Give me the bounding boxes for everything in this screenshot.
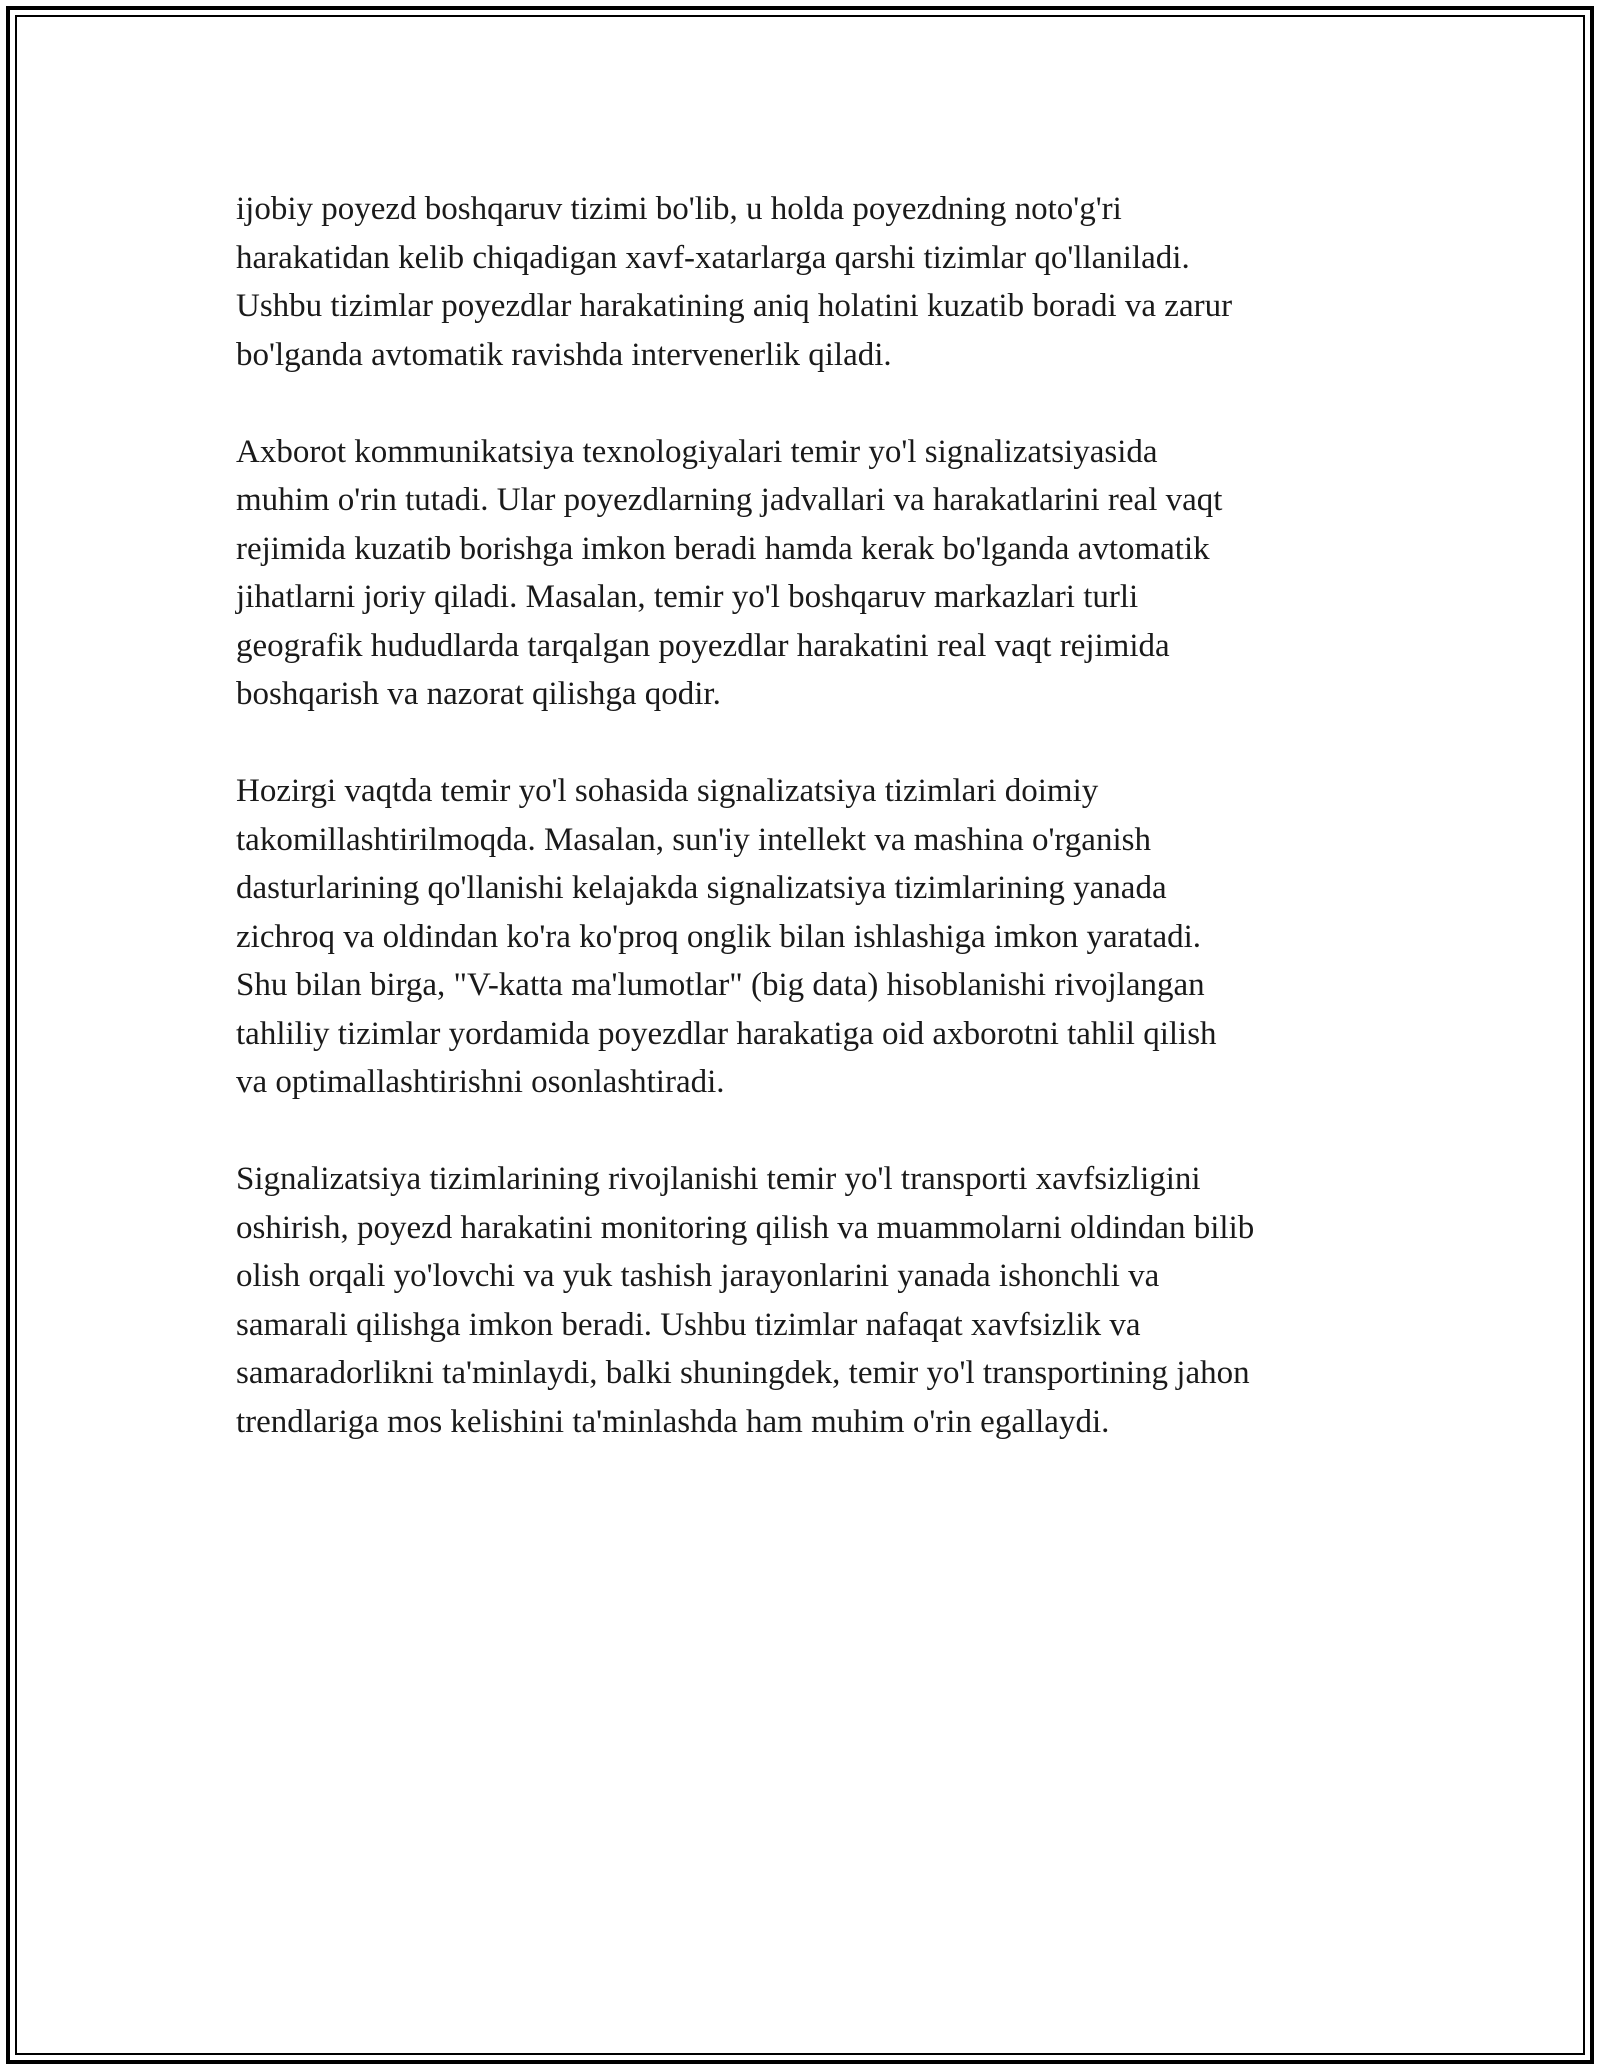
text-line: dasturlarining qo'llanishi kelajakda signalizatsiya tizimlarining yanada — [236, 870, 1167, 906]
text-line: muhim o'rin tutadi. Ular poyezdlarning jadvallari va harakatlarini real vaqt — [236, 482, 1223, 518]
text-line: zichroq va oldindan ko'ra ko'proq onglik bilan ishlashiga imkon yaratadi. — [236, 918, 1202, 955]
text-line: va optimallashtirishni osonlashtiradi. — [236, 1064, 725, 1100]
text-line: oshirish, poyezd harakatini monitoring qilish va muammolarni oldindan bilib — [236, 1209, 1255, 1246]
text-line: tahliliy tizimlar yordamida poyezdlar harakatiga oid axborotni tahlil qilish — [236, 1015, 1217, 1052]
text-line: Ushbu tizimlar poyezdlar harakatining aniq holatini kuzatib boradi va zarur — [236, 288, 1233, 324]
paragraph-2 — [236, 428, 1386, 719]
text-line: boshqarish va nazorat qilishga qodir. — [236, 676, 721, 712]
text-line: Signalizatsiya tizimlarining rivojlanishi temir yo'l transporti xavfsizligini — [236, 1161, 1201, 1197]
text-line: samaradorlikni ta'minlaydi, balki shuningdek, temir yo'l transportining jahon — [236, 1355, 1250, 1391]
text-line: bo'lganda avtomatik ravishda intervenerlik qiladi. — [236, 336, 892, 373]
text-line: takomillashtirilmoqda. Masalan, sun'iy intellekt va mashina o'rganish — [236, 821, 1151, 858]
text-line: samarali qilishga imkon beradi. Ushbu tizimlar nafaqat xavfsizlik va — [236, 1306, 1141, 1343]
paragraph-4 — [236, 1155, 1386, 1446]
text-line: rejimida kuzatib borishga imkon beradi hamda kerak bo'lganda avtomatik — [236, 530, 1210, 567]
document-body — [236, 185, 1386, 1495]
text-line: Axborot kommunikatsiya texnologiyalari temir yo'l signalizatsiyasida — [236, 433, 1158, 470]
text-line: Shu bilan birga, "V-katta ma'lumotlar" (big data) hisoblanishi rivojlangan — [236, 967, 1205, 1003]
text-line: harakatidan kelib chiqadigan xavf-xatarlarga qarshi tizimlar qo'llaniladi. — [236, 239, 1190, 276]
text-line: jihatlarni joriy qiladi. Masalan, temir yo'l boshqaruv markazlari turli — [236, 579, 1139, 615]
text-line: ijobiy poyezd boshqaruv tizimi bo'lib, u holda poyezdning noto'g'ri — [236, 191, 1122, 227]
paragraph-3 — [236, 767, 1386, 1107]
text-line: Hozirgi vaqtda temir yo'l sohasida signalizatsiya tizimlari doimiy — [236, 773, 1099, 809]
text-line: geografik hududlarda tarqalgan poyezdlar harakatini real vaqt rejimida — [236, 627, 1170, 664]
text-line: olish orqali yo'lovchi va yuk tashish jarayonlarini yanada ishonchli va — [236, 1258, 1160, 1294]
paragraph-1 — [236, 185, 1386, 379]
text-line: trendlariga mos kelishini ta'minlashda ham muhim o'rin egallaydi. — [236, 1403, 1110, 1440]
